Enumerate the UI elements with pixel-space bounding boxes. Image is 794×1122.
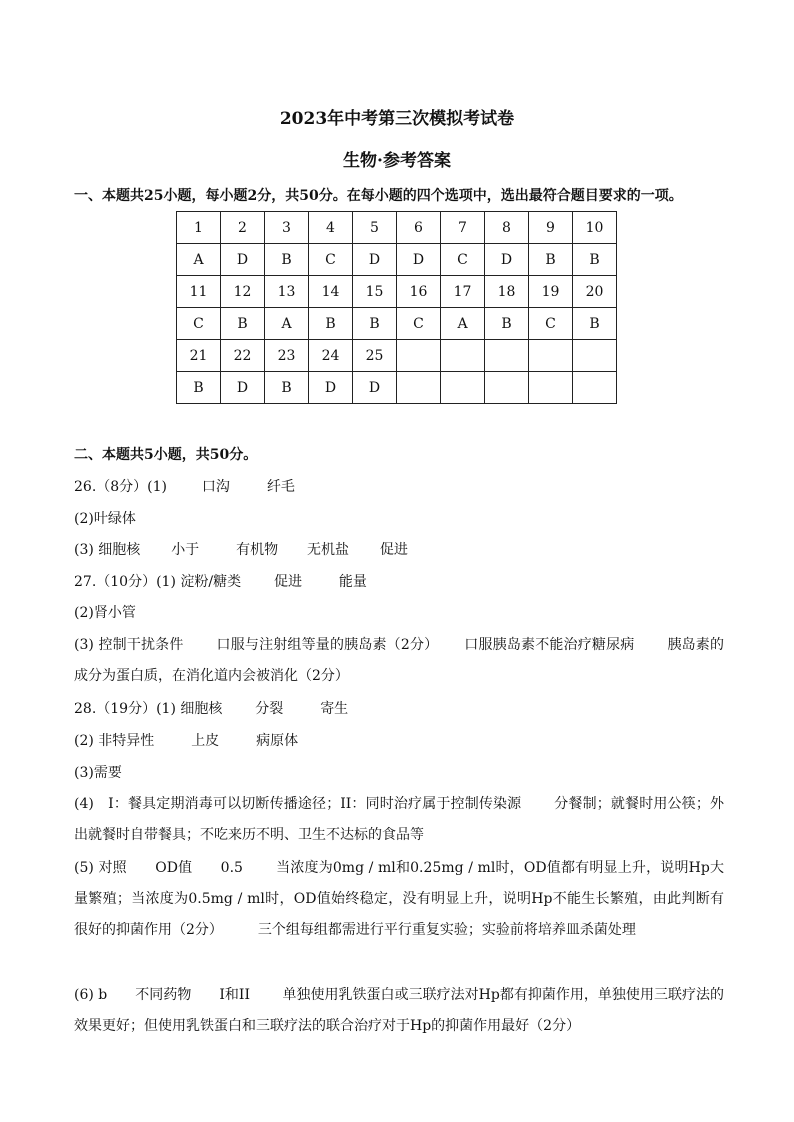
q28-1c: 寄生 xyxy=(320,701,349,717)
q27-line2: (2)肾小管 xyxy=(74,605,136,621)
answer-table-cell: B xyxy=(265,244,309,276)
answer-table-cell: D xyxy=(221,372,265,404)
answer-table-cell: A xyxy=(177,244,221,276)
answer-table-cell: 22 xyxy=(221,340,265,372)
q26-line1 xyxy=(74,477,724,497)
answer-table-cell: 16 xyxy=(397,276,441,308)
answer-table-cell: 14 xyxy=(309,276,353,308)
answer-table-row xyxy=(177,372,617,404)
answer-table-cell: B xyxy=(529,244,573,276)
q27-1a: 27.（10分）(1) 淀粉/糖类 xyxy=(74,574,242,590)
answer-table-cell xyxy=(573,372,617,404)
page-title: 2023年中考第三次模拟考试卷 xyxy=(279,109,515,129)
answer-table-cell: 25 xyxy=(353,340,397,372)
answer-table-cell: D xyxy=(353,244,397,276)
answer-table-cell: B xyxy=(573,308,617,340)
answer-table-row xyxy=(177,340,617,372)
q28-line5: (5) 对照 OD值 0.5 当浓度为0mg / ml和0.25mg / ml时，OD值都有明显上升，说明Hp大量繁殖；当浓度为0.5mg / ml时，OD值始终稳定，没有明显上升，说明Hp不能生长繁殖，由此判断有很好的抑菌作用（2分） 三个组每组都需进行平行重复实验；实验前将培养皿杀菌处理 xyxy=(74,860,724,938)
q27-1b: 促进 xyxy=(273,574,302,590)
page-subtitle: 生物·参考答案 xyxy=(343,151,451,171)
q26-3e: 促进 xyxy=(379,542,408,558)
q26-3c: 有机物 xyxy=(236,542,279,558)
answer-table-cell: 7 xyxy=(441,212,485,244)
section1-heading: 一、本题共25小题，每小题2分，共50分。在每小题的四个选项中，选出最符合题目要求的一项。 xyxy=(74,188,683,204)
answer-table-cell xyxy=(441,372,485,404)
answer-table-cell: 12 xyxy=(221,276,265,308)
answer-table-cell: D xyxy=(221,244,265,276)
answer-table-cell xyxy=(441,340,485,372)
answer-table xyxy=(176,211,617,404)
q26-line3 xyxy=(74,540,724,560)
q26-3d: 无机盐 xyxy=(307,542,349,558)
answer-table-row xyxy=(177,276,617,308)
answer-table-cell: B xyxy=(353,308,397,340)
q27-line1 xyxy=(74,572,724,592)
answer-table-cell: B xyxy=(485,308,529,340)
answer-table-cell: 13 xyxy=(265,276,309,308)
answer-table-cell: 6 xyxy=(397,212,441,244)
q26-answer-b: 纤毛 xyxy=(266,479,295,495)
answer-table-cell: B xyxy=(309,308,353,340)
answer-table-cell xyxy=(397,372,441,404)
q27-line3: (3) 控制干扰条件 口服与注射组等量的胰岛素（2分） 口服胰岛素不能治疗糖尿病 胰岛素的成分为蛋白质，在消化道内会被消化（2分） xyxy=(74,637,724,684)
answer-table-cell: 5 xyxy=(353,212,397,244)
q26-answer-a: 口沟 xyxy=(201,479,230,495)
q26-3b: 小于 xyxy=(171,542,200,558)
answer-table-cell: B xyxy=(221,308,265,340)
answer-table-cell: A xyxy=(265,308,309,340)
answer-table-cell: 3 xyxy=(265,212,309,244)
answer-table-cell xyxy=(485,340,529,372)
answer-table-cell: C xyxy=(309,244,353,276)
q28-line1 xyxy=(74,699,724,719)
answer-table-cell: C xyxy=(397,308,441,340)
answer-table-cell: 19 xyxy=(529,276,573,308)
answer-table-cell xyxy=(573,340,617,372)
section2-heading: 二、本题共5小题，共50分。 xyxy=(74,447,258,463)
answer-table-cell: 17 xyxy=(441,276,485,308)
answer-table-row xyxy=(177,212,617,244)
answer-table-cell: A xyxy=(441,308,485,340)
answer-table-row xyxy=(177,308,617,340)
q28-line6: (6) b 不同药物 I和II 单独使用乳铁蛋白或三联疗法对Hp都有抑菌作用，单独使用三联疗法的效果更好；但使用乳铁蛋白和三联疗法的联合治疗对于Hp的抑菌作用最好（2分） xyxy=(74,987,724,1034)
answer-table-cell: D xyxy=(485,244,529,276)
answer-table-cell: D xyxy=(309,372,353,404)
q26-part1: 26.（8分）(1) xyxy=(74,479,168,495)
answer-table-cell: B xyxy=(573,244,617,276)
answer-table-cell: 24 xyxy=(309,340,353,372)
q27-1c: 能量 xyxy=(338,574,367,590)
answer-table-cell: D xyxy=(397,244,441,276)
q28-line4: (4) I：餐具定期消毒可以切断传播途径；II：同时治疗属于控制传染源 分餐制；就餐时用公筷；外出就餐时自带餐具；不吃来历不明、卫生不达标的食品等 xyxy=(74,796,724,843)
answer-table-cell: B xyxy=(177,372,221,404)
answer-table-cell xyxy=(529,372,573,404)
answer-table-cell: C xyxy=(177,308,221,340)
q28-2b: 上皮 xyxy=(191,733,220,749)
q26-3a: (3) 细胞核 xyxy=(74,542,141,558)
q28-1a: 28.（19分）(1) 细胞核 xyxy=(74,701,223,717)
answer-table-cell: 18 xyxy=(485,276,529,308)
q28-1b: 分裂 xyxy=(255,701,284,717)
answer-table-cell xyxy=(529,340,573,372)
answer-table-cell: 9 xyxy=(529,212,573,244)
answer-table-cell: B xyxy=(265,372,309,404)
answer-table-cell: 10 xyxy=(573,212,617,244)
answer-table-cell: C xyxy=(441,244,485,276)
answer-table-cell: 8 xyxy=(485,212,529,244)
answer-table-row xyxy=(177,244,617,276)
answer-table-cell xyxy=(485,372,529,404)
answer-table-cell: 15 xyxy=(353,276,397,308)
q28-2c: 病原体 xyxy=(256,733,299,749)
answer-table-cell: 1 xyxy=(177,212,221,244)
q28-line2 xyxy=(74,731,724,751)
answer-table-cell: 2 xyxy=(221,212,265,244)
answer-table-cell xyxy=(397,340,441,372)
answer-table-cell: 11 xyxy=(177,276,221,308)
q26-line2: (2)叶绿体 xyxy=(74,511,136,527)
answer-table-cell: C xyxy=(529,308,573,340)
q28-line3: (3)需要 xyxy=(74,765,122,781)
answer-table-cell: 21 xyxy=(177,340,221,372)
answer-table-cell: D xyxy=(353,372,397,404)
answer-table-cell: 4 xyxy=(309,212,353,244)
q28-2a: (2) 非特异性 xyxy=(74,733,155,749)
answer-table-cell: 20 xyxy=(573,276,617,308)
answer-table-cell: 23 xyxy=(265,340,309,372)
